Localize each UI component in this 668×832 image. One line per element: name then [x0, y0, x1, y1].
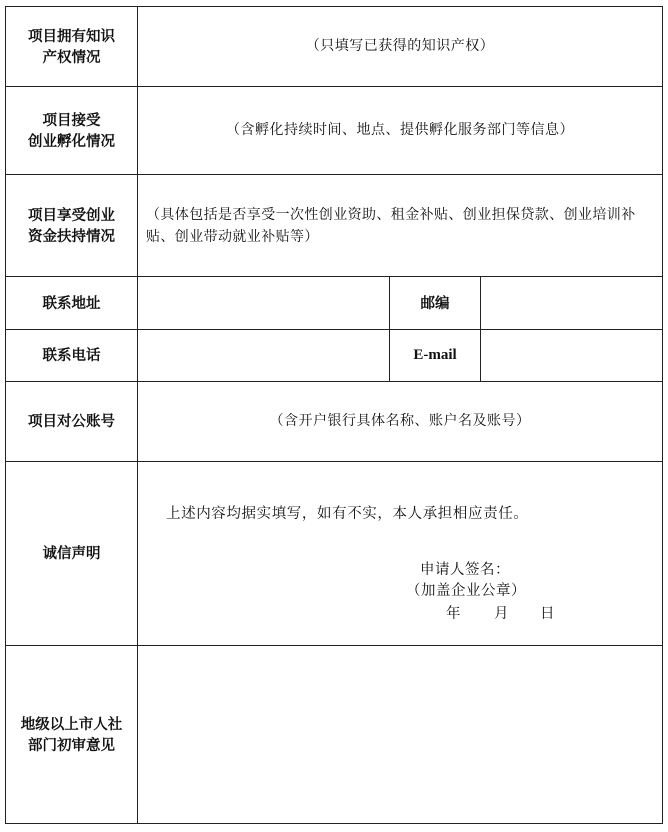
label-address: 联系地址	[6, 277, 138, 330]
note-incubation: （含孵化持续时间、地点、提供孵化服务部门等信息）	[226, 122, 575, 138]
date-day-label: 日	[540, 606, 555, 622]
field-phone[interactable]	[138, 330, 390, 382]
field-zip[interactable]	[481, 277, 663, 330]
integrity-statement: 上述内容均据实填写，如有不实，本人承担相应责任。	[166, 506, 529, 522]
label-integrity: 诚信声明	[6, 462, 138, 646]
row-intellectual-property	[6, 7, 663, 87]
row-funding	[6, 175, 663, 277]
field-email[interactable]	[481, 330, 663, 382]
signature-block	[406, 560, 526, 602]
label-incubation-line1: 项目接受	[42, 111, 101, 129]
label-ip-line2: 产权情况	[42, 48, 101, 66]
label-review	[6, 646, 138, 824]
applicant-signature-label: 申请人签名：	[420, 562, 510, 578]
company-seal-label: （加盖企业公章）	[406, 583, 526, 599]
integrity-statement-area	[138, 462, 663, 646]
signature-date	[446, 602, 555, 623]
row-account	[6, 382, 663, 462]
label-incubation-line2: 创业孵化情况	[28, 132, 115, 150]
row-integrity	[6, 462, 663, 646]
date-year-label: 年	[446, 606, 461, 622]
label-funding	[6, 175, 138, 277]
label-account: 项目对公账号	[6, 382, 138, 462]
label-funding-line1: 项目享受创业	[28, 206, 115, 224]
note-account: （含开户银行具体名称、账户名及账号）	[269, 413, 531, 429]
row-address	[6, 277, 663, 330]
label-phone: 联系电话	[6, 330, 138, 382]
label-email: E-mail	[390, 330, 481, 382]
note-funding: （具体包括是否享受一次性创业资助、租金补贴、创业担保贷款、创业培训补贴、创业带动就业补贴等）	[146, 206, 636, 245]
field-review-opinion[interactable]	[138, 646, 663, 824]
field-intellectual-property[interactable]	[138, 7, 663, 87]
application-form-table	[5, 6, 663, 824]
row-phone	[6, 330, 663, 382]
label-funding-line2: 资金扶持情况	[28, 227, 115, 245]
field-address[interactable]	[138, 277, 390, 330]
label-zip: 邮编	[390, 277, 481, 330]
field-account[interactable]	[138, 382, 663, 462]
label-review-line1: 地级以上市人社	[20, 715, 123, 733]
field-incubation[interactable]	[138, 87, 663, 175]
row-incubation	[6, 87, 663, 175]
row-review	[6, 646, 663, 824]
field-funding[interactable]	[138, 175, 663, 277]
label-intellectual-property	[6, 7, 138, 87]
label-review-line2: 部门初审意见	[28, 736, 115, 754]
note-intellectual-property: （只填写已获得的知识产权）	[305, 38, 495, 54]
date-month-label: 月	[494, 606, 509, 622]
label-ip-line1: 项目拥有知识	[28, 27, 115, 45]
label-incubation	[6, 87, 138, 175]
